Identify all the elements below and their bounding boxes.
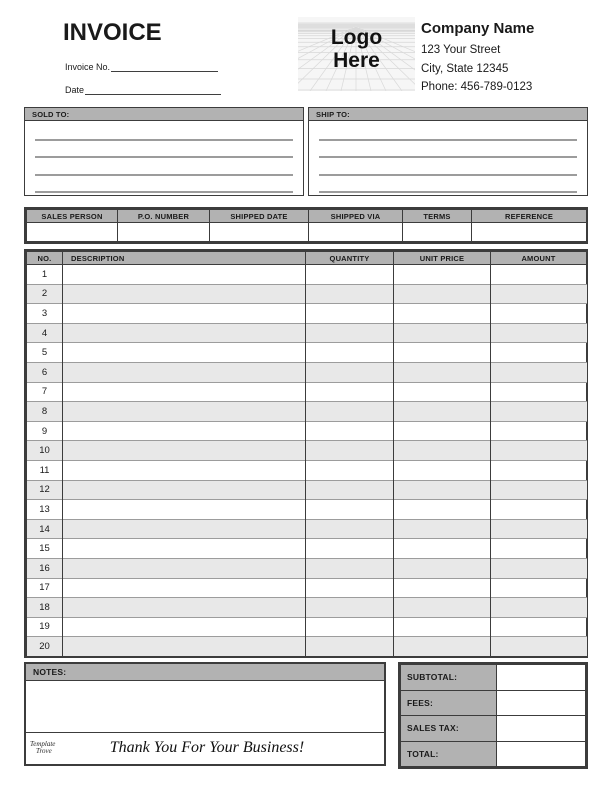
item-unit-price-cell[interactable] — [394, 304, 491, 324]
totals-row — [401, 665, 586, 691]
sold-to-header: SOLD TO: — [25, 108, 303, 121]
item-row — [27, 578, 587, 598]
item-unit-price-cell[interactable] — [394, 617, 491, 637]
company-name: Company Name — [421, 20, 535, 37]
ship-to-blank-line[interactable] — [319, 176, 577, 194]
order-info-header-sales-person: SALES PERSON — [27, 210, 118, 223]
item-row — [27, 343, 587, 363]
item-amount-cell[interactable] — [491, 519, 587, 539]
item-amount-cell[interactable] — [491, 637, 587, 657]
item-description-cell[interactable] — [63, 578, 306, 598]
item-unit-price-cell[interactable] — [394, 460, 491, 480]
item-no-cell: 10 — [27, 441, 63, 461]
item-unit-price-cell[interactable] — [394, 578, 491, 598]
item-row — [27, 362, 587, 382]
item-description-cell[interactable] — [63, 441, 306, 461]
totals-value-cell[interactable] — [497, 716, 586, 742]
notes-box — [24, 662, 386, 766]
sold-to-blank-line[interactable] — [35, 158, 293, 176]
item-no-cell: 2 — [27, 284, 63, 304]
line-items-table — [24, 249, 588, 658]
item-description-cell[interactable] — [63, 323, 306, 343]
item-description-cell[interactable] — [63, 343, 306, 363]
totals-table — [398, 662, 588, 769]
item-no-cell: 13 — [27, 500, 63, 520]
item-amount-cell[interactable] — [491, 598, 587, 618]
item-no-cell: 9 — [27, 421, 63, 441]
item-amount-cell[interactable] — [491, 500, 587, 520]
item-row — [27, 382, 587, 402]
sold-to-box — [24, 107, 304, 196]
item-amount-cell[interactable] — [491, 460, 587, 480]
order-info-value-row — [27, 223, 587, 242]
item-unit-price-cell[interactable] — [394, 480, 491, 500]
item-quantity-cell[interactable] — [306, 539, 394, 559]
sold-to-blank-line[interactable] — [35, 123, 293, 141]
template-trove-logo — [26, 741, 70, 755]
item-no-cell: 20 — [27, 637, 63, 657]
item-row — [27, 441, 587, 461]
item-quantity-cell[interactable] — [306, 421, 394, 441]
totals-value-cell[interactable] — [497, 665, 586, 691]
item-quantity-cell[interactable] — [306, 598, 394, 618]
items-header-no: NO. — [27, 252, 63, 265]
line-items-header-row — [27, 252, 587, 265]
item-quantity-cell[interactable] — [306, 480, 394, 500]
totals-label-salestax: SALES TAX: — [401, 716, 497, 742]
order-info-header-shipped-date: SHIPPED DATE — [210, 210, 309, 223]
totals-label-total: TOTAL: — [401, 741, 497, 767]
item-unit-price-cell[interactable] — [394, 382, 491, 402]
ship-to-blank-line[interactable] — [319, 123, 577, 141]
item-quantity-cell[interactable] — [306, 323, 394, 343]
notes-footer — [26, 733, 384, 762]
item-row — [27, 402, 587, 422]
order-info-table — [24, 207, 588, 244]
item-quantity-cell[interactable] — [306, 441, 394, 461]
item-description-cell[interactable] — [63, 421, 306, 441]
totals-row — [401, 690, 586, 716]
item-row — [27, 598, 587, 618]
item-no-cell: 1 — [27, 265, 63, 285]
item-amount-cell[interactable] — [491, 362, 587, 382]
items-header-description: DESCRIPTION — [63, 252, 306, 265]
ship-to-blank-line[interactable] — [319, 141, 577, 159]
watermark-line1: Template — [30, 739, 56, 748]
item-row — [27, 304, 587, 324]
item-amount-cell[interactable] — [491, 265, 587, 285]
totals-value-cell[interactable] — [497, 690, 586, 716]
item-quantity-cell[interactable] — [306, 519, 394, 539]
items-header-quantity: QUANTITY — [306, 252, 394, 265]
ship-to-header: SHIP TO: — [309, 108, 587, 121]
order-info-header-p-o-number: P.O. NUMBER — [118, 210, 210, 223]
item-row — [27, 265, 587, 285]
item-no-cell: 6 — [27, 362, 63, 382]
item-unit-price-cell[interactable] — [394, 402, 491, 422]
ship-to-lines[interactable] — [319, 121, 577, 193]
invoice-date-field[interactable] — [65, 82, 221, 95]
item-unit-price-cell[interactable] — [394, 558, 491, 578]
totals-row — [401, 716, 586, 742]
item-unit-price-cell[interactable] — [394, 421, 491, 441]
totals-label-subtotal: SUBTOTAL: — [401, 665, 497, 691]
item-quantity-cell[interactable] — [306, 265, 394, 285]
item-amount-cell[interactable] — [491, 323, 587, 343]
item-unit-price-cell[interactable] — [394, 500, 491, 520]
item-amount-cell[interactable] — [491, 578, 587, 598]
sold-to-blank-line[interactable] — [35, 176, 293, 194]
item-quantity-cell[interactable] — [306, 304, 394, 324]
item-unit-price-cell[interactable] — [394, 284, 491, 304]
item-no-cell: 16 — [27, 558, 63, 578]
item-row — [27, 500, 587, 520]
logo-placeholder — [298, 17, 415, 91]
item-row — [27, 637, 587, 657]
ship-to-box — [308, 107, 588, 196]
order-info-value-cell[interactable] — [472, 223, 587, 242]
item-row — [27, 323, 587, 343]
item-description-cell[interactable] — [63, 637, 306, 657]
ship-to-blank-line[interactable] — [319, 158, 577, 176]
company-phone: Phone: 456-789-0123 — [421, 81, 533, 93]
item-unit-price-cell[interactable] — [394, 265, 491, 285]
item-description-cell[interactable] — [63, 382, 306, 402]
item-no-cell: 18 — [27, 598, 63, 618]
item-row — [27, 460, 587, 480]
order-info-value-cell[interactable] — [27, 223, 118, 242]
item-quantity-cell[interactable] — [306, 284, 394, 304]
item-description-cell[interactable] — [63, 460, 306, 480]
item-no-cell: 19 — [27, 617, 63, 637]
item-no-cell: 8 — [27, 402, 63, 422]
item-row — [27, 519, 587, 539]
order-info-header-reference: REFERENCE — [472, 210, 587, 223]
logo-text-line1: Logo — [330, 26, 383, 49]
item-quantity-cell[interactable] — [306, 617, 394, 637]
invoice-date-blank-line[interactable] — [85, 94, 221, 95]
item-amount-cell[interactable] — [491, 539, 587, 559]
item-no-cell: 5 — [27, 343, 63, 363]
company-info — [421, 20, 596, 97]
order-info-header-terms: TERMS — [403, 210, 472, 223]
item-description-cell[interactable] — [63, 519, 306, 539]
item-no-cell: 3 — [27, 304, 63, 324]
item-description-cell[interactable] — [63, 304, 306, 324]
page-title: INVOICE — [63, 19, 162, 46]
logo-text — [298, 26, 415, 72]
sold-to-lines[interactable] — [35, 121, 293, 193]
item-amount-cell[interactable] — [491, 480, 587, 500]
totals-value-cell[interactable] — [497, 741, 586, 767]
thank-you-message: Thank You For Your Business! — [109, 738, 305, 756]
order-info-value-cell[interactable] — [309, 223, 403, 242]
item-quantity-cell[interactable] — [306, 460, 394, 480]
totals-row — [401, 741, 586, 767]
company-street: 123 Your Street — [421, 44, 501, 56]
item-amount-cell[interactable] — [491, 421, 587, 441]
item-quantity-cell[interactable] — [306, 558, 394, 578]
item-no-cell: 4 — [27, 323, 63, 343]
item-quantity-cell[interactable] — [306, 402, 394, 422]
item-unit-price-cell[interactable] — [394, 519, 491, 539]
item-no-cell: 7 — [27, 382, 63, 402]
item-unit-price-cell[interactable] — [394, 539, 491, 559]
watermark-line2: Trove — [36, 746, 52, 755]
company-city: City, State 12345 — [421, 62, 509, 75]
item-description-cell[interactable] — [63, 598, 306, 618]
order-info-value-cell[interactable] — [403, 223, 472, 242]
item-description-cell[interactable] — [63, 284, 306, 304]
item-quantity-cell[interactable] — [306, 382, 394, 402]
invoice-number-blank-line[interactable] — [111, 71, 218, 72]
item-quantity-cell[interactable] — [306, 362, 394, 382]
item-description-cell[interactable] — [63, 617, 306, 637]
item-unit-price-cell[interactable] — [394, 441, 491, 461]
item-no-cell: 12 — [27, 480, 63, 500]
order-info-value-cell[interactable] — [118, 223, 210, 242]
item-amount-cell[interactable] — [491, 617, 587, 637]
item-row — [27, 480, 587, 500]
invoice-date-label: Date — [65, 85, 85, 95]
item-amount-cell[interactable] — [491, 402, 587, 422]
order-info-value-cell[interactable] — [210, 223, 309, 242]
item-amount-cell[interactable] — [491, 558, 587, 578]
item-quantity-cell[interactable] — [306, 637, 394, 657]
item-row — [27, 539, 587, 559]
item-unit-price-cell[interactable] — [394, 343, 491, 363]
item-description-cell[interactable] — [63, 402, 306, 422]
item-amount-cell[interactable] — [491, 304, 587, 324]
items-header-amount: AMOUNT — [491, 252, 587, 265]
item-row — [27, 617, 587, 637]
item-description-cell[interactable] — [63, 362, 306, 382]
item-row — [27, 421, 587, 441]
item-no-cell: 15 — [27, 539, 63, 559]
item-amount-cell[interactable] — [491, 343, 587, 363]
item-unit-price-cell[interactable] — [394, 362, 491, 382]
order-info-header-row — [27, 210, 587, 223]
invoice-number-field[interactable] — [65, 59, 218, 72]
notes-content-area[interactable] — [26, 681, 384, 733]
item-quantity-cell[interactable] — [306, 343, 394, 363]
notes-header: NOTES: — [26, 664, 384, 681]
item-quantity-cell[interactable] — [306, 500, 394, 520]
sold-to-blank-line[interactable] — [35, 141, 293, 159]
item-description-cell[interactable] — [63, 558, 306, 578]
item-quantity-cell[interactable] — [306, 578, 394, 598]
item-no-cell: 17 — [27, 578, 63, 598]
items-header-unit-price: UNIT PRICE — [394, 252, 491, 265]
item-unit-price-cell[interactable] — [394, 637, 491, 657]
item-unit-price-cell[interactable] — [394, 323, 491, 343]
item-no-cell: 11 — [27, 460, 63, 480]
order-info-header-shipped-via: SHIPPED VIA — [309, 210, 403, 223]
invoice-number-label: Invoice No. — [65, 62, 111, 72]
item-description-cell[interactable] — [63, 265, 306, 285]
totals-label-fees: FEES: — [401, 690, 497, 716]
item-row — [27, 558, 587, 578]
item-amount-cell[interactable] — [491, 441, 587, 461]
item-no-cell: 14 — [27, 519, 63, 539]
logo-text-line2: Here — [333, 49, 380, 72]
item-amount-cell[interactable] — [491, 382, 587, 402]
item-description-cell[interactable] — [63, 500, 306, 520]
item-amount-cell[interactable] — [491, 284, 587, 304]
item-unit-price-cell[interactable] — [394, 598, 491, 618]
item-description-cell[interactable] — [63, 480, 306, 500]
item-row — [27, 284, 587, 304]
item-description-cell[interactable] — [63, 539, 306, 559]
